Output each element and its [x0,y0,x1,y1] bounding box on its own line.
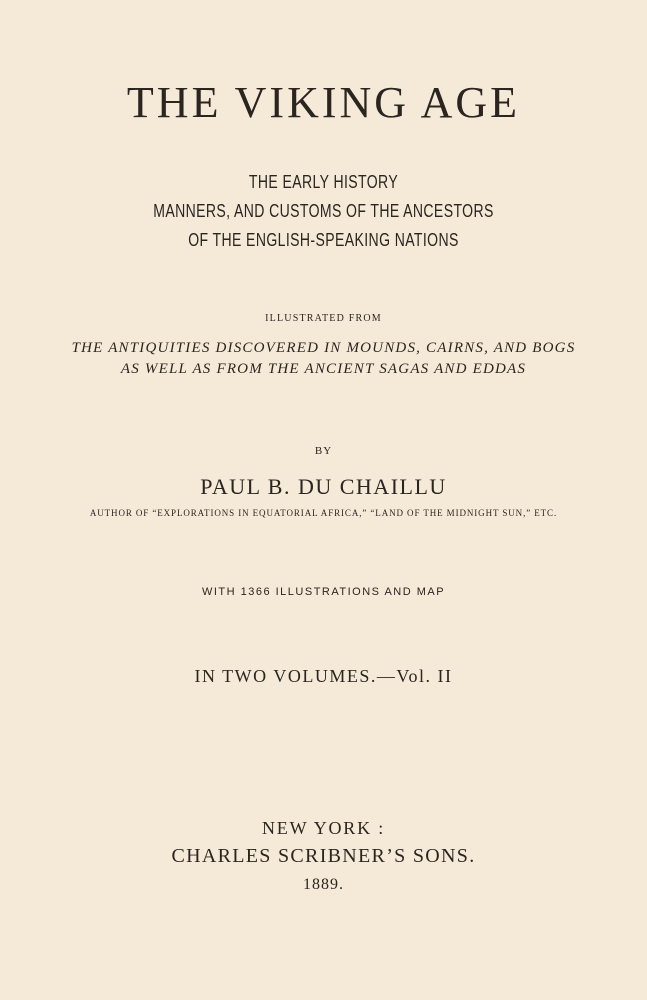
author-name: PAUL B. DU CHAILLU [200,474,447,499]
imprint-publisher: CHARLES SCRIBNER’S SONS. [171,845,476,867]
subtitle-line-1: THE EARLY HISTORY [248,172,399,192]
imprint-year: 1889. [303,876,344,893]
subtitle-line-2: MANNERS, AND CUSTOMS OF THE ANCESTORS [153,201,494,221]
by-label: BY [314,445,333,457]
book-title: THE VIKING AGE [126,78,521,127]
imprint-city: NEW YORK : [262,818,385,838]
illustrations-note: WITH 1366 ILLUSTRATIONS AND MAP [201,586,446,598]
subtitle-line-3: OF THE ENGLISH-SPEAKING NATIONS [188,230,459,250]
volume-statement: IN TWO VOLUMES.—Vol. II [194,666,453,686]
sources-line-2: AS WELL AS FROM THE ANCIENT SAGAS AND EDDAS [120,361,527,377]
author-credit: AUTHOR OF “EXPLORATIONS IN EQUATORIAL AFRICA,” “LAND OF THE MIDNIGHT SUN,” ETC. [89,508,558,518]
illustrated-from-label: ILLUSTRATED FROM [265,313,382,324]
sources-line-1: THE ANTIQUITIES DISCOVERED IN MOUNDS, CAIRNS, AND BOGS [71,340,576,356]
